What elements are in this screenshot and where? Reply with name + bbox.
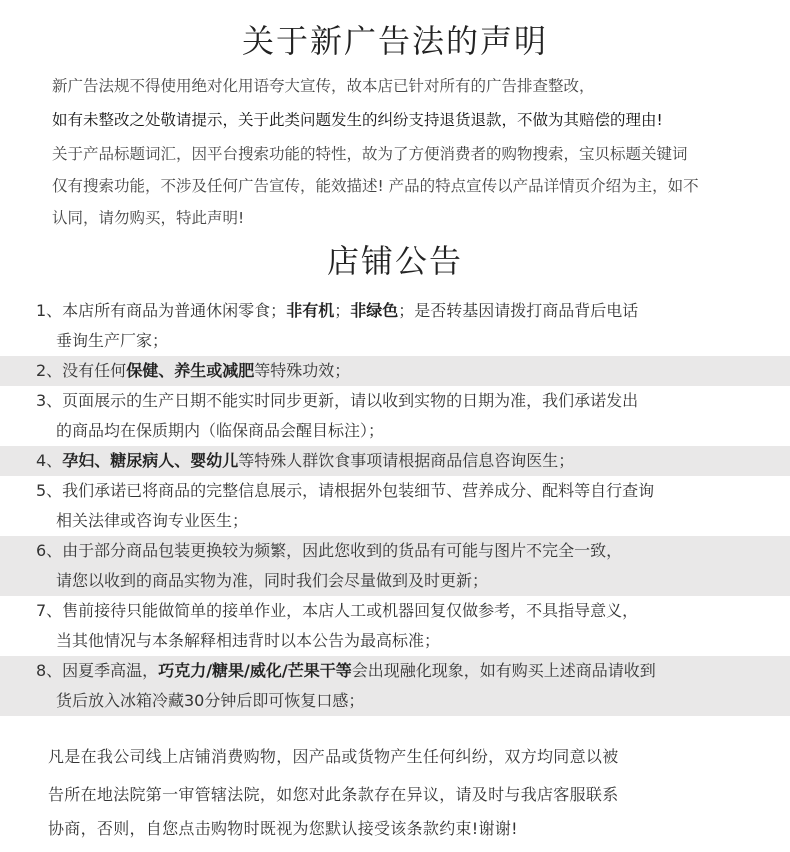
- statement-line: 新广告法规不得使用绝对化用语夸大宣传，故本店已针对所有的广告排查整改，: [52, 77, 595, 95]
- item-text: 相关法律或咨询专业医生；: [56, 511, 249, 530]
- notice-item-5: [0, 476, 790, 536]
- statement-line: 仅有搜索功能，不涉及任何广告宣传，能效描述! 产品的特点宣传以产品详情页介绍为主，如不: [52, 177, 699, 195]
- item-highlight: 孕妇、糖尿病人、婴幼儿: [62, 451, 239, 470]
- item-text: 5、我们承诺已将商品的完整信息展示，请根据外包装细节、营养成分、配料等自行查询: [36, 481, 655, 500]
- item-text: 垂询生产厂家；: [56, 331, 169, 350]
- notice-item-7: [0, 596, 790, 656]
- item-text: ；是否转基因请拨打商品背后电话: [398, 301, 639, 320]
- notice-item-3: [0, 386, 790, 446]
- item-text: 1、本店所有商品为普通休闲零食；: [36, 301, 287, 320]
- footer-line: 告所在地法院第一审管辖法院，如您对此条款存在异议，请及时与我店客服联系: [48, 785, 619, 804]
- item-highlight: 保健、养生或减肥: [126, 361, 255, 380]
- item-text: 的商品均在保质期内（临保商品会醒目标注）；: [56, 421, 385, 440]
- notice-item-4: [0, 446, 790, 476]
- statement-line: 认同，请勿购买，特此声明!: [52, 209, 245, 227]
- footer-line: 协商，否则，自您点击购物时既视为您默认接受该条款约束!谢谢!: [48, 819, 518, 838]
- item-text: 8、因夏季高温，: [36, 661, 159, 680]
- item-text: 6、由于部分商品包装更换较为频繁，因此您收到的货品有可能与图片不完全一致，: [36, 541, 623, 560]
- item-text: 当其他情况与本条解释相违背时以本公告为最高标准；: [56, 631, 441, 650]
- item-text: 7、售前接待只能做简单的接单作业，本店人工或机器回复仅做参考，不具指导意义，: [36, 601, 639, 620]
- item-text: 请您以收到的商品实物为准，同时我们会尽量做到及时更新；: [56, 571, 489, 590]
- notice-title: 店铺公告: [326, 242, 463, 280]
- item-text: ；: [334, 301, 351, 320]
- item-text: 2、没有任何: [36, 361, 127, 380]
- statement-line: 如有未整改之处敬请提示，关于此类问题发生的纠纷支持退货退款，不做为其赔偿的理由!: [52, 111, 663, 129]
- item-text: 4、: [36, 451, 63, 470]
- notice-item-2: [0, 356, 790, 386]
- item-text: 等特殊功效；: [254, 361, 351, 380]
- notice-item-6: [0, 536, 790, 596]
- statement-title: 关于新广告法的声明: [241, 22, 548, 60]
- notice-item-8: [0, 656, 790, 716]
- item-text: 货后放入冰箱冷藏30分钟后即可恢复口感；: [56, 691, 365, 710]
- statement-line: 关于产品标题词汇，因平台搜索功能的特性，故为了方便消费者的购物搜索，宝贝标题关键词: [52, 145, 688, 163]
- item-highlight: 巧克力/糖果/威化/芒果干等: [158, 661, 352, 680]
- item-text: 会出现融化现象，如有购买上述商品请收到: [351, 661, 656, 680]
- item-text: 3、页面展示的生产日期不能实时同步更新，请以收到实物的日期为准，我们承诺发出: [36, 391, 639, 410]
- notice-item-1: [0, 296, 790, 356]
- item-highlight: 非绿色: [350, 301, 399, 320]
- footer-line: 凡是在我公司线上店铺消费购物，因产品或货物产生任何纠纷，双方均同意以被: [48, 747, 619, 766]
- item-text: 等特殊人群饮食事项请根据商品信息咨询医生；: [238, 451, 575, 470]
- item-highlight: 非有机: [286, 301, 335, 320]
